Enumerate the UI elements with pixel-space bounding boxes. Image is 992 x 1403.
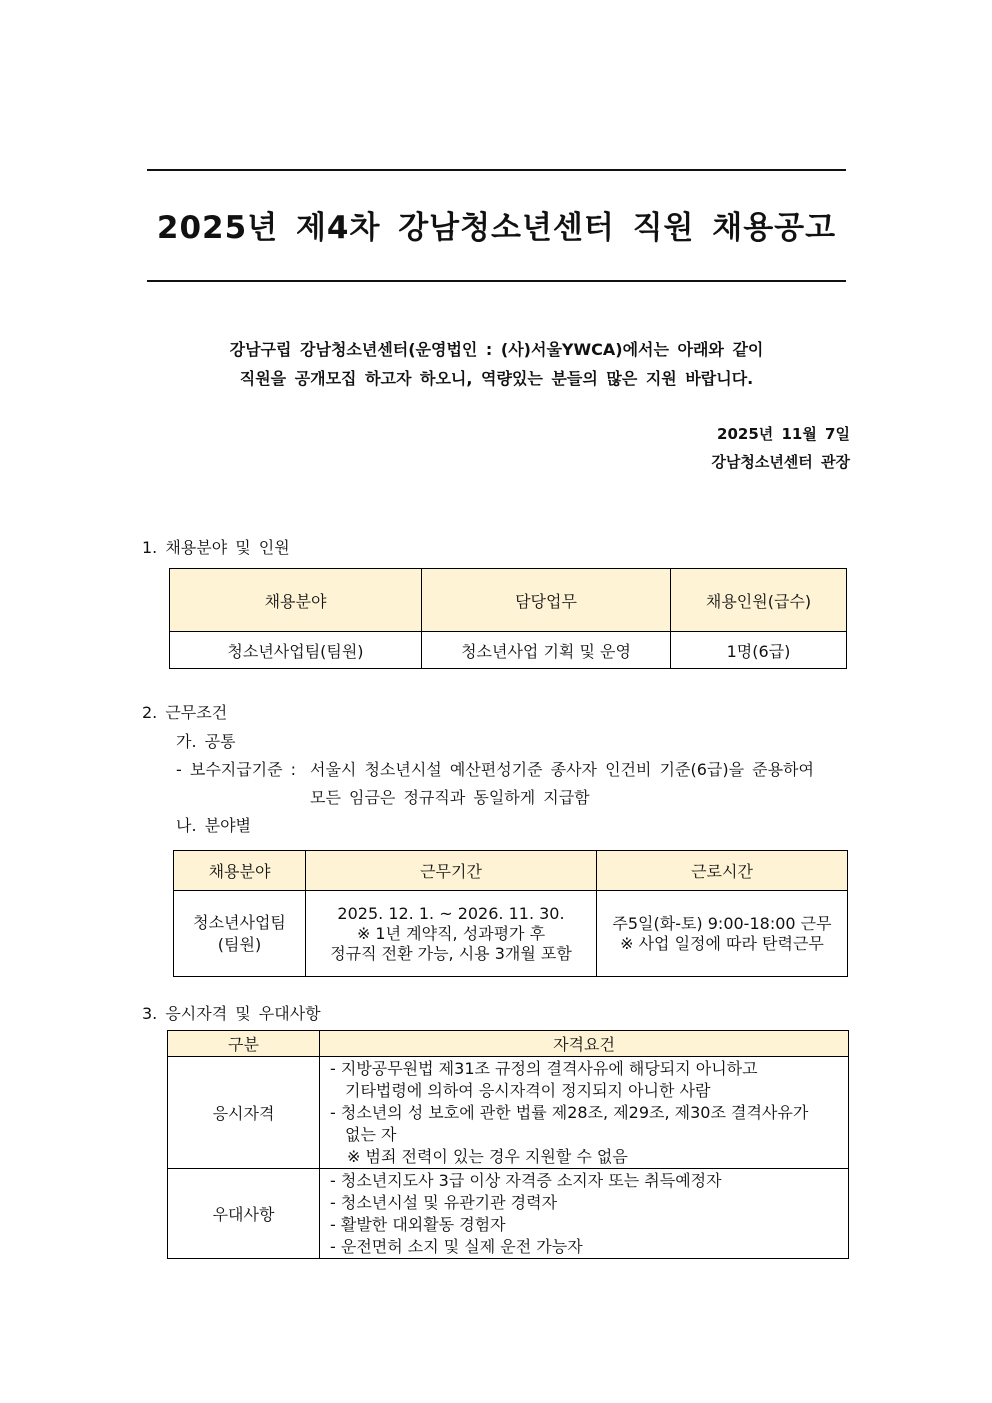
conditions-header-field: 채용분야 (174, 851, 306, 891)
notice-date: 2025년 11월 7일 (717, 425, 850, 443)
conditions-cell-field (174, 891, 306, 977)
hours-line-1: 주5일(화-토) 9:00-18:00 근무 (612, 913, 832, 933)
period-line-3: 정규직 전환 가능, 시용 3개월 포함 (330, 943, 572, 963)
period-line-1: 2025. 12. 1. ~ 2026. 11. 30. (337, 903, 565, 923)
top-rule (147, 169, 846, 171)
qual-line-5: ※ 범죄 전력이 있는 경우 지원할 수 없음 (347, 1146, 628, 1166)
pref-line-2: - 청소년시설 및 유관기관 경력자 (330, 1192, 558, 1212)
conditions-cell-period (306, 891, 597, 977)
qual-line-2: 기타법령에 의하여 응시자격이 정지되지 아니한 사람 (345, 1080, 711, 1100)
qual-line-3: - 청소년의 성 보호에 관한 법률 제28조, 제29조, 제30조 결격사유가 (330, 1102, 809, 1122)
pay-text-line-2: 모든 임금은 정규직과 동일하게 지급함 (310, 788, 590, 807)
conditions-table (173, 850, 848, 977)
qualifications-header-category: 구분 (168, 1031, 320, 1057)
qualifications-table (167, 1030, 849, 1259)
positions-cell-duty: 청소년사업 기획 및 운영 (422, 632, 671, 669)
pref-line-4: - 운전면허 소지 및 실제 운전 가능자 (330, 1236, 583, 1256)
pay-text-line-1: 서울시 청소년시설 예산편성기준 종사자 인건비 기준(6급)을 준용하여 (310, 760, 814, 779)
positions-cell-count: 1명(6급) (671, 632, 847, 669)
qualifications-label: 응시자격 (168, 1057, 320, 1169)
conditions-cell-hours (597, 891, 848, 977)
qualifications-list (320, 1057, 849, 1169)
intro-line-1: 강남구립 강남청소년센터(운영법인 : (사)서울YWCA)에서는 아래와 같이 (229, 340, 764, 359)
section2-heading: 2. 근무조건 (142, 703, 228, 722)
positions-header-duty: 담당업무 (422, 569, 671, 632)
positions-header-count: 채용인원(급수) (671, 569, 847, 632)
qual-line-4: 없는 자 (345, 1124, 397, 1144)
pref-line-3: - 활발한 대외활동 경험자 (330, 1214, 506, 1234)
conditions-header-period: 근무기간 (306, 851, 597, 891)
preferences-label: 우대사항 (168, 1169, 320, 1259)
page-title: 2025년 제4차 강남청소년센터 직원 채용공고 (156, 210, 837, 246)
positions-table (169, 568, 847, 669)
positions-header-field: 채용분야 (170, 569, 422, 632)
qualifications-header-requirements: 자격요건 (320, 1031, 849, 1057)
preferences-list (320, 1169, 849, 1259)
period-line-2: ※ 1년 계약직, 성과평가 후 (356, 923, 546, 943)
intro-line-2: 직원을 공개모집 하고자 하오니, 역량있는 분들의 많은 지원 바랍니다. (239, 369, 754, 388)
notice-signer: 강남청소년센터 관장 (711, 453, 850, 471)
conditions-header-hours: 근로시간 (597, 851, 848, 891)
bottom-rule (147, 280, 846, 282)
section2-sub-common: 가. 공통 (176, 732, 236, 751)
section2-sub-field: 나. 분야별 (176, 816, 251, 835)
qual-line-1: - 지방공무원법 제31조 규정의 결격사유에 해당되지 아니하고 (330, 1058, 758, 1078)
field-line-1: 청소년사업팀 (193, 912, 286, 932)
pref-line-1: - 청소년지도사 3급 이상 자격증 소지자 또는 취득예정자 (330, 1170, 722, 1190)
section1-heading: 1. 채용분야 및 인원 (142, 538, 290, 557)
pay-label: - 보수지급기준 : (176, 760, 297, 779)
section3-heading: 3. 응시자격 및 우대사항 (142, 1004, 321, 1023)
hours-line-2: ※ 사업 일정에 따라 탄력근무 (620, 933, 824, 953)
positions-cell-field: 청소년사업팀(팀원) (170, 632, 422, 669)
field-line-2: (팀원) (217, 934, 262, 954)
